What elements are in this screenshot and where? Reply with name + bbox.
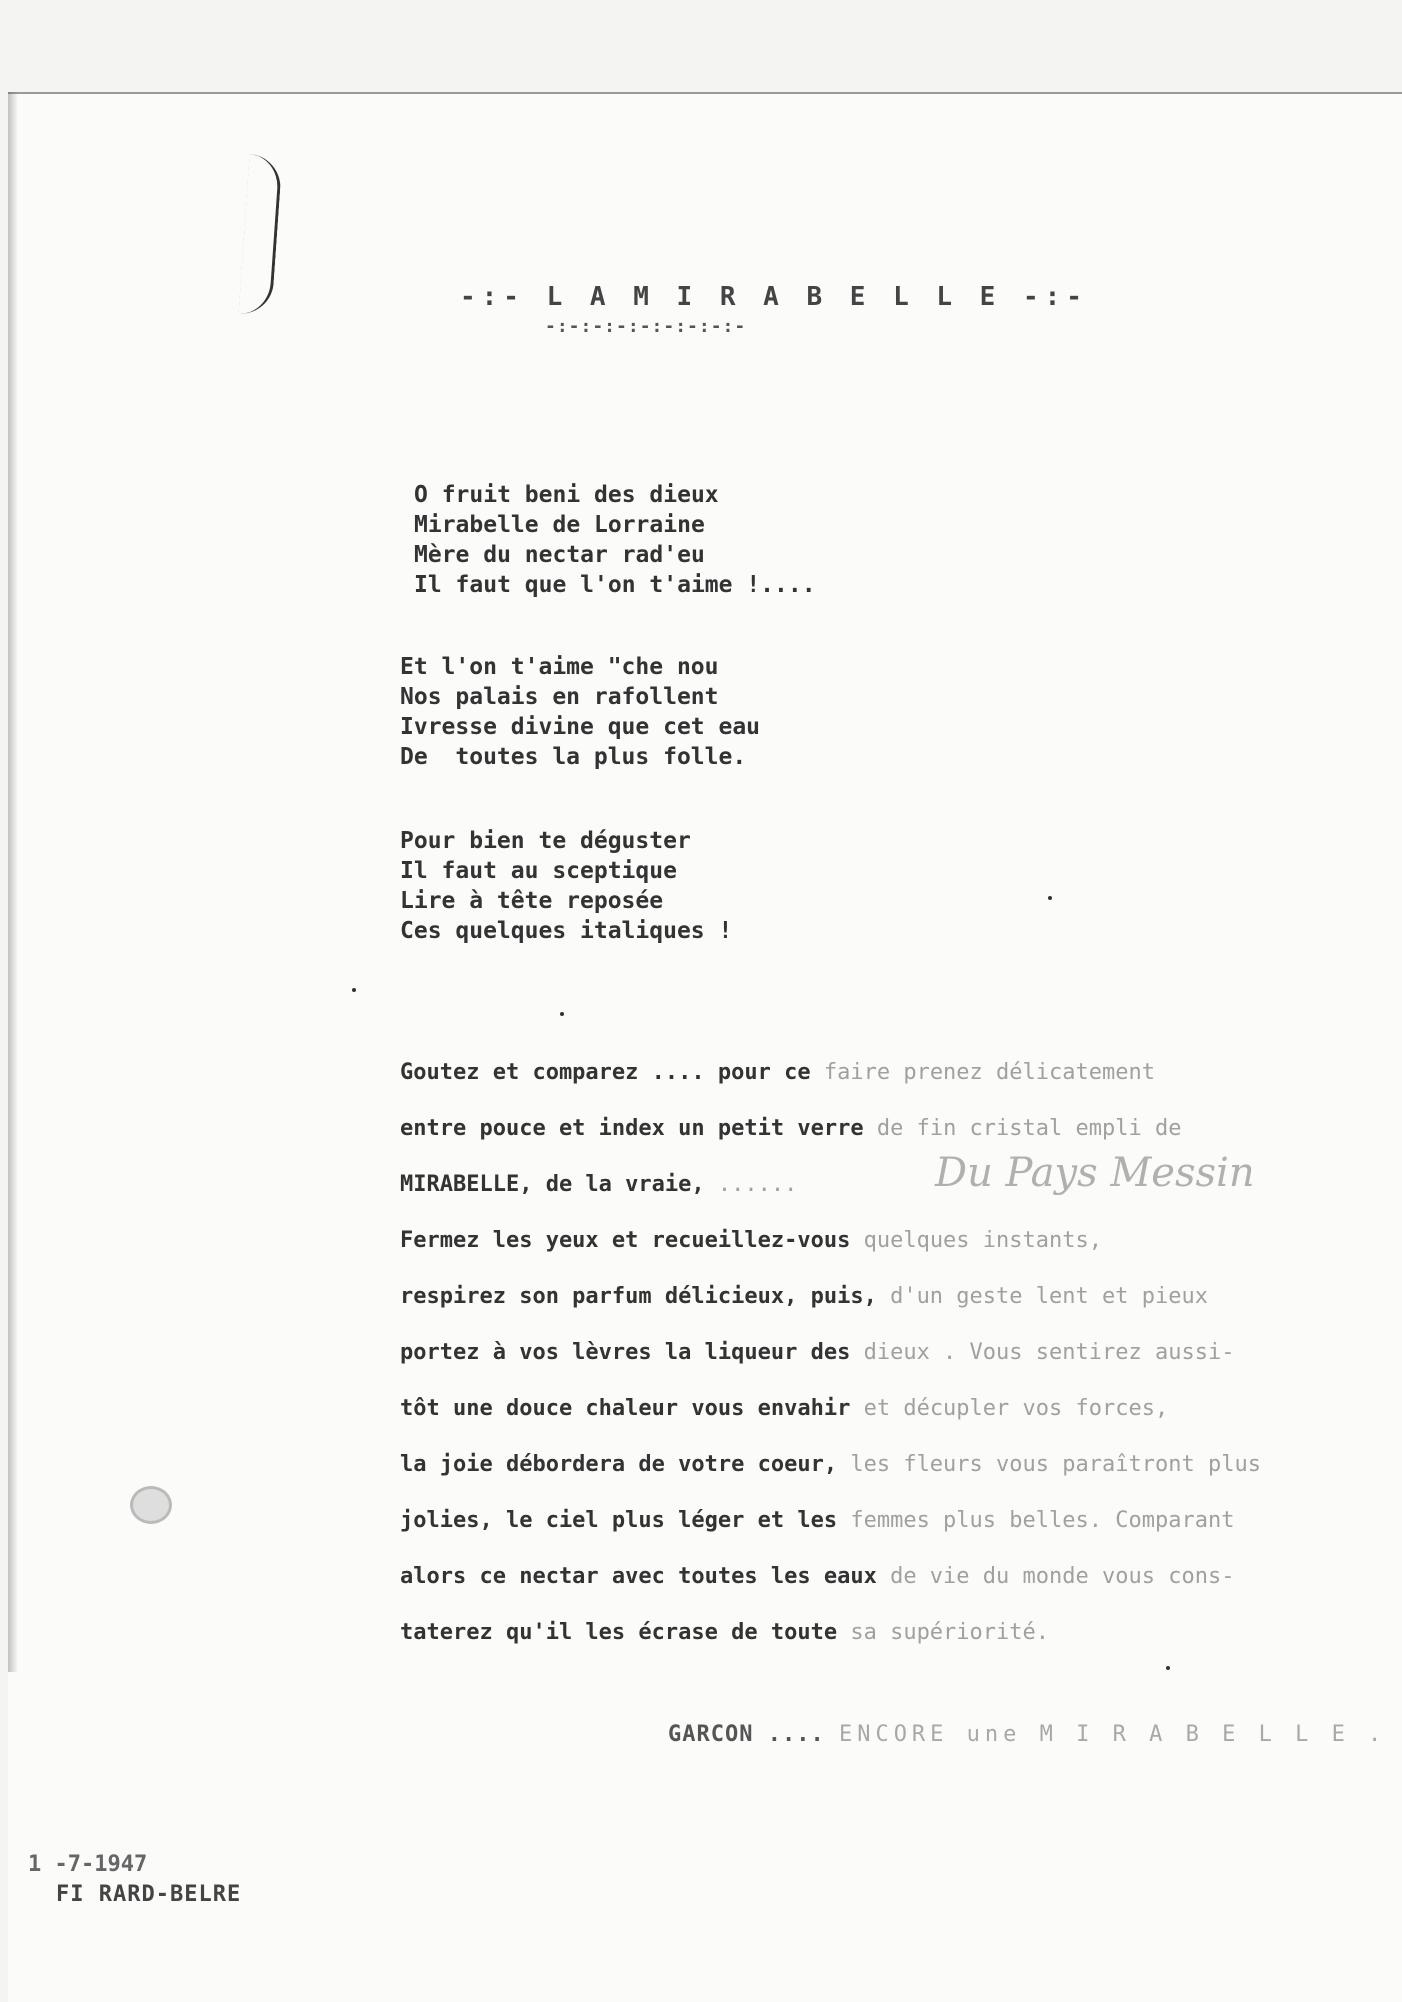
prose-text: la joie débordera de votre coeur, bbox=[400, 1452, 838, 1477]
prose-line bbox=[400, 1269, 1300, 1325]
prose-line bbox=[400, 1101, 1300, 1157]
prose-text: portez à vos lèvres la liqueur des bbox=[400, 1340, 851, 1365]
faded-text: sa supériorité. bbox=[837, 1620, 1050, 1645]
title-underline: -:-:-:-:-:-:-:-:- bbox=[545, 316, 747, 337]
stanza-line: Il faut au sceptique bbox=[400, 858, 677, 884]
stanza-line: Ces quelques italiques ! bbox=[400, 918, 733, 944]
prose-text: alors ce nectar avec toutes les eaux bbox=[400, 1564, 877, 1589]
prose-line bbox=[400, 1045, 1300, 1101]
closing-faded-text: ENCORE une M I R A B E L L E . bbox=[838, 1722, 1387, 1747]
faded-text: les fleurs vous paraîtront plus bbox=[837, 1452, 1261, 1477]
stanza-line: Mirabelle de Lorraine bbox=[414, 512, 705, 538]
closing-text: GARCON .... bbox=[668, 1722, 839, 1747]
stanza-line: Il faut que l'on t'aime !.... bbox=[414, 572, 816, 598]
prose-line bbox=[400, 1437, 1300, 1493]
faded-text: dieux . Vous sentirez aussi- bbox=[850, 1340, 1235, 1365]
prose-text: jolies, le ciel plus léger et les bbox=[400, 1508, 838, 1533]
ink-speck bbox=[1048, 896, 1052, 900]
stanza-line: De toutes la plus folle. bbox=[400, 744, 747, 770]
prose-text: MIRABELLE, de la vraie, bbox=[400, 1172, 705, 1197]
prose-text: taterez qu'il les écrase de toute bbox=[400, 1620, 838, 1645]
faded-text: de fin cristal empli de bbox=[863, 1116, 1182, 1141]
faded-text: femmes plus belles. Comparant bbox=[837, 1508, 1235, 1533]
poem-title: -:- L A M I R A B E L L E -:- bbox=[460, 282, 1088, 312]
faded-text: et décupler vos forces, bbox=[850, 1396, 1169, 1421]
prose-text: tôt une douce chaleur vous envahir bbox=[400, 1396, 851, 1421]
page-edge-shadow bbox=[8, 92, 18, 1672]
prose-line bbox=[400, 1605, 1300, 1661]
stanza-3 bbox=[400, 826, 732, 946]
paragraph-2 bbox=[400, 1213, 1300, 1661]
prose-text: respirez son parfum délicieux, puis, bbox=[400, 1284, 877, 1309]
stanza-2 bbox=[400, 652, 760, 772]
faded-text: d'un geste lent et pieux bbox=[876, 1284, 1208, 1309]
ink-speck bbox=[1166, 1666, 1170, 1670]
stanza-line: Et l'on t'aime "che nou bbox=[400, 654, 719, 680]
stanza-line: Ivresse divine que cet eau bbox=[400, 714, 761, 740]
stanza-line: Mère du nectar rad'eu bbox=[414, 542, 705, 568]
prose-text: Fermez les yeux et recueillez-vous bbox=[400, 1228, 851, 1253]
stanza-line: O fruit beni des dieux bbox=[414, 482, 719, 508]
ink-speck bbox=[352, 988, 356, 992]
author-signature: FI RARD-BELRE bbox=[56, 1882, 242, 1907]
stanza-line: Nos palais en rafollent bbox=[400, 684, 719, 710]
stanza-line: Pour bien te déguster bbox=[400, 828, 691, 854]
ink-speck bbox=[560, 1012, 564, 1016]
stanza-line: Lire à tête reposée bbox=[400, 888, 664, 914]
prose-text: entre pouce et index un petit verre bbox=[400, 1116, 864, 1141]
closing-line bbox=[668, 1722, 1386, 1747]
handwritten-annotation: Du Pays Messin bbox=[935, 1150, 1255, 1196]
faded-text: ...... bbox=[704, 1172, 798, 1197]
date-stamp: 1 -7-1947 bbox=[28, 1852, 148, 1877]
ink-blot-mark bbox=[130, 1486, 172, 1524]
prose-line bbox=[400, 1213, 1300, 1269]
faded-text: de vie du monde vous cons- bbox=[876, 1564, 1235, 1589]
prose-line bbox=[400, 1549, 1300, 1605]
prose-text: Goutez et comparez .... pour ce bbox=[400, 1060, 811, 1085]
faded-text: faire prenez délicatement bbox=[810, 1060, 1155, 1085]
prose-line bbox=[400, 1493, 1300, 1549]
prose-line bbox=[400, 1325, 1300, 1381]
stanza-1 bbox=[414, 480, 816, 600]
faded-text: quelques instants, bbox=[850, 1228, 1103, 1253]
prose-line bbox=[400, 1381, 1300, 1437]
